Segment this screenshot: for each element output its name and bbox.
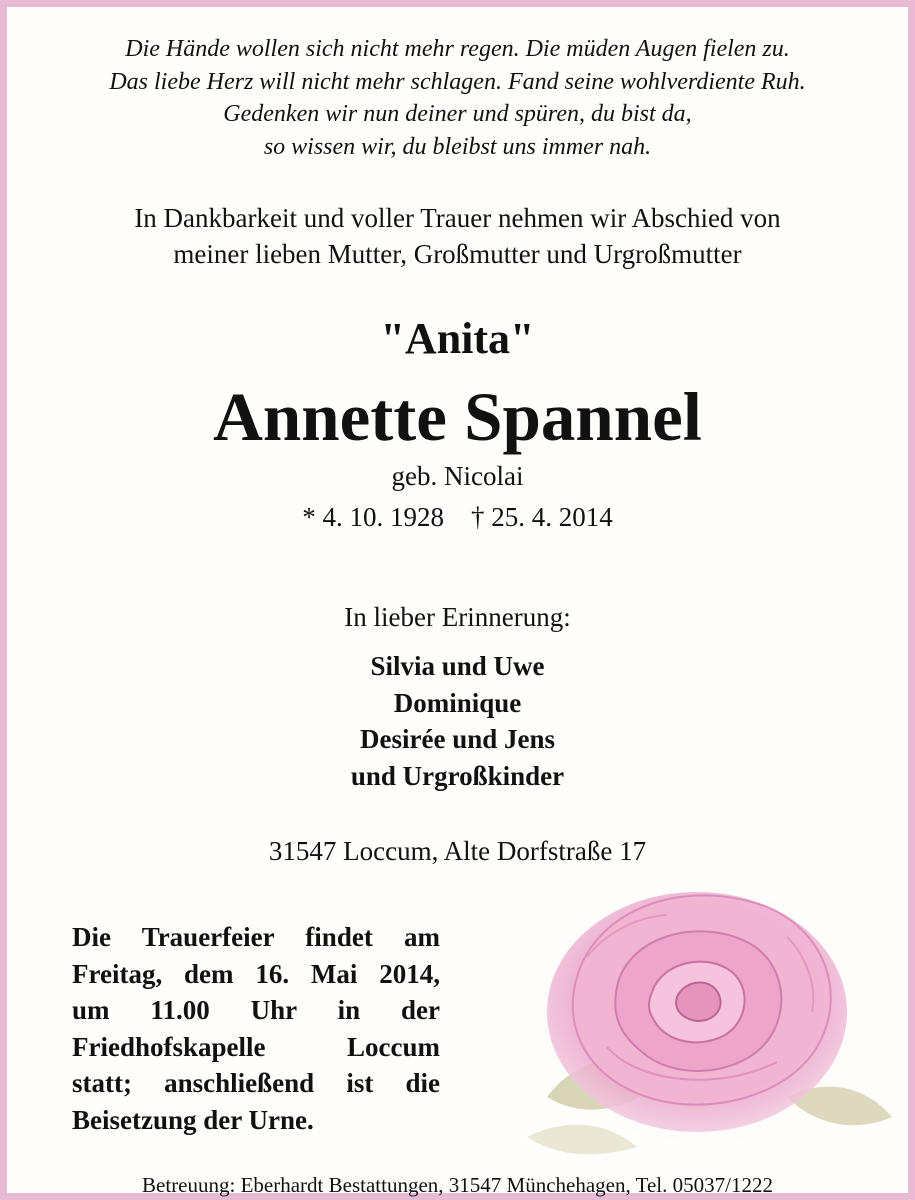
funeral-home-info: Betreuung: Eberhardt Bestattungen, 31547 Münchehagen, Tel. 05037/1222 [142, 1173, 773, 1197]
family-member: Silvia und Uwe [370, 651, 545, 681]
address: 31547 Loccum, Alte Dorfstraße 17 [268, 836, 647, 866]
intro-line: meiner lieben Mutter, Großmutter und Urgroßmutter [173, 239, 742, 269]
poem [27, 33, 888, 163]
deceased-nickname: "Anita" [380, 314, 535, 363]
service-line: Beisetzung der Urne. [72, 1104, 314, 1135]
poem-line: Die Hände wollen sich nicht mehr regen. Die müden Augen fielen zu. [125, 36, 790, 62]
family-member: und Urgroßkinder [350, 760, 565, 791]
service-line: Die Trauerfeier findet am [72, 922, 440, 952]
poem-line: so wissen wir, du bleibst uns immer nah. [263, 133, 652, 160]
family-member: Dominique [393, 687, 522, 718]
service-line: Friedhofskapelle Loccum [72, 1031, 440, 1062]
memory-heading: In lieber Erinnerung: [344, 602, 571, 632]
service-line: Freitag, dem 16. Mai 2014, [72, 958, 440, 989]
intro-line: In Dankbarkeit und voller Trauer nehmen wir Abschied von [134, 203, 781, 233]
intro-text [27, 200, 888, 272]
service-line: statt; anschließend ist die [72, 1068, 440, 1098]
poem-line: Gedenken wir nun deiner und spüren, du bist da, [223, 101, 692, 127]
service-line: um 11.00 Uhr in der [72, 995, 440, 1025]
deceased-name: Annette Spannel [213, 379, 702, 455]
funeral-service-info [72, 919, 440, 1138]
life-dates: * 4. 10. 1928 † 25. 4. 2014 [302, 502, 613, 532]
family-member: Desirée und Jens [360, 724, 555, 754]
poem-line: Das liebe Herz will nicht mehr schlagen. Fand seine wohlverdiente Ruh. [109, 68, 806, 95]
birth-name: geb. Nicolai [391, 461, 524, 491]
family-list [7, 648, 908, 794]
rose-illustration [487, 847, 907, 1167]
